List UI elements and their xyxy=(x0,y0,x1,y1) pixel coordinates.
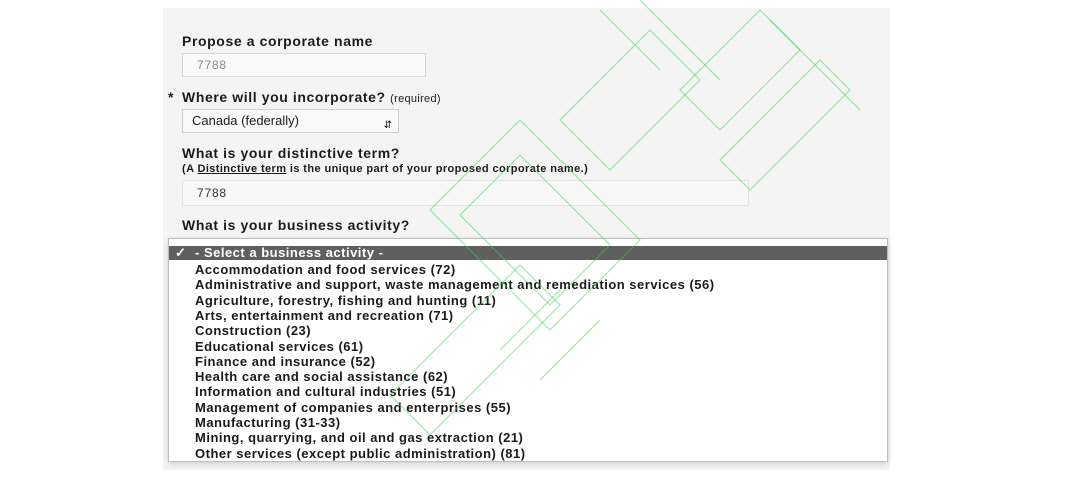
dropdown-option[interactable]: Manufacturing (31-33) xyxy=(195,415,341,430)
option-label: - Select a business activity - xyxy=(195,245,384,260)
business-activity-dropdown[interactable] xyxy=(168,238,888,462)
incorporate-select-value: Canada (federally) xyxy=(192,113,299,128)
distinctive-term-input[interactable]: 7788 xyxy=(182,180,749,206)
help-prefix: (A xyxy=(182,163,198,175)
help-suffix: is the unique part of your proposed corporate name.) xyxy=(286,163,589,175)
corporate-name-label: Propose a corporate name xyxy=(182,33,374,49)
checkmark-icon: ✓ xyxy=(175,245,187,260)
dropdown-option[interactable]: Information and cultural industries (51) xyxy=(195,384,457,400)
dropdown-option[interactable]: Management of companies and enterprises (55) xyxy=(195,399,512,415)
required-note: (required) xyxy=(390,93,441,105)
dropdown-option[interactable]: Arts, entertainment and recreation (71) xyxy=(195,307,454,323)
dropdown-option[interactable]: Administrative and support, waste management and remediation services (56) xyxy=(195,277,715,293)
dropdown-option[interactable]: Construction (23) xyxy=(195,323,312,339)
incorporate-label xyxy=(182,89,441,105)
incorporate-label-text: Where will you incorporate? xyxy=(182,89,386,105)
distinctive-term-help xyxy=(182,163,588,175)
select-arrows-icon: ⇵ xyxy=(383,120,392,131)
dropdown-option[interactable]: Other services (except public administration) (81) xyxy=(195,445,526,461)
dropdown-option[interactable]: Accommodation and food services (72) xyxy=(195,262,456,277)
business-activity-label: What is your business activity? xyxy=(182,217,410,233)
corporate-name-input[interactable]: 7788 xyxy=(182,53,426,77)
dropdown-option[interactable]: Health care and social assistance (62) xyxy=(195,369,449,385)
distinctive-term-link[interactable]: Distinctive term xyxy=(197,163,287,175)
incorporate-select[interactable] xyxy=(182,109,399,133)
dropdown-option[interactable]: Educational services (61) xyxy=(195,338,364,354)
distinctive-term-label: What is your distinctive term? xyxy=(182,145,400,161)
dropdown-option[interactable]: Finance and insurance (52) xyxy=(195,353,376,369)
dropdown-option[interactable]: Agriculture, forestry, fishing and hunting (11) xyxy=(195,292,497,308)
dropdown-option-selected[interactable] xyxy=(169,246,887,260)
dropdown-option[interactable]: Mining, quarrying, and oil and gas extraction (21) xyxy=(195,430,524,446)
required-marker: * xyxy=(168,89,174,105)
